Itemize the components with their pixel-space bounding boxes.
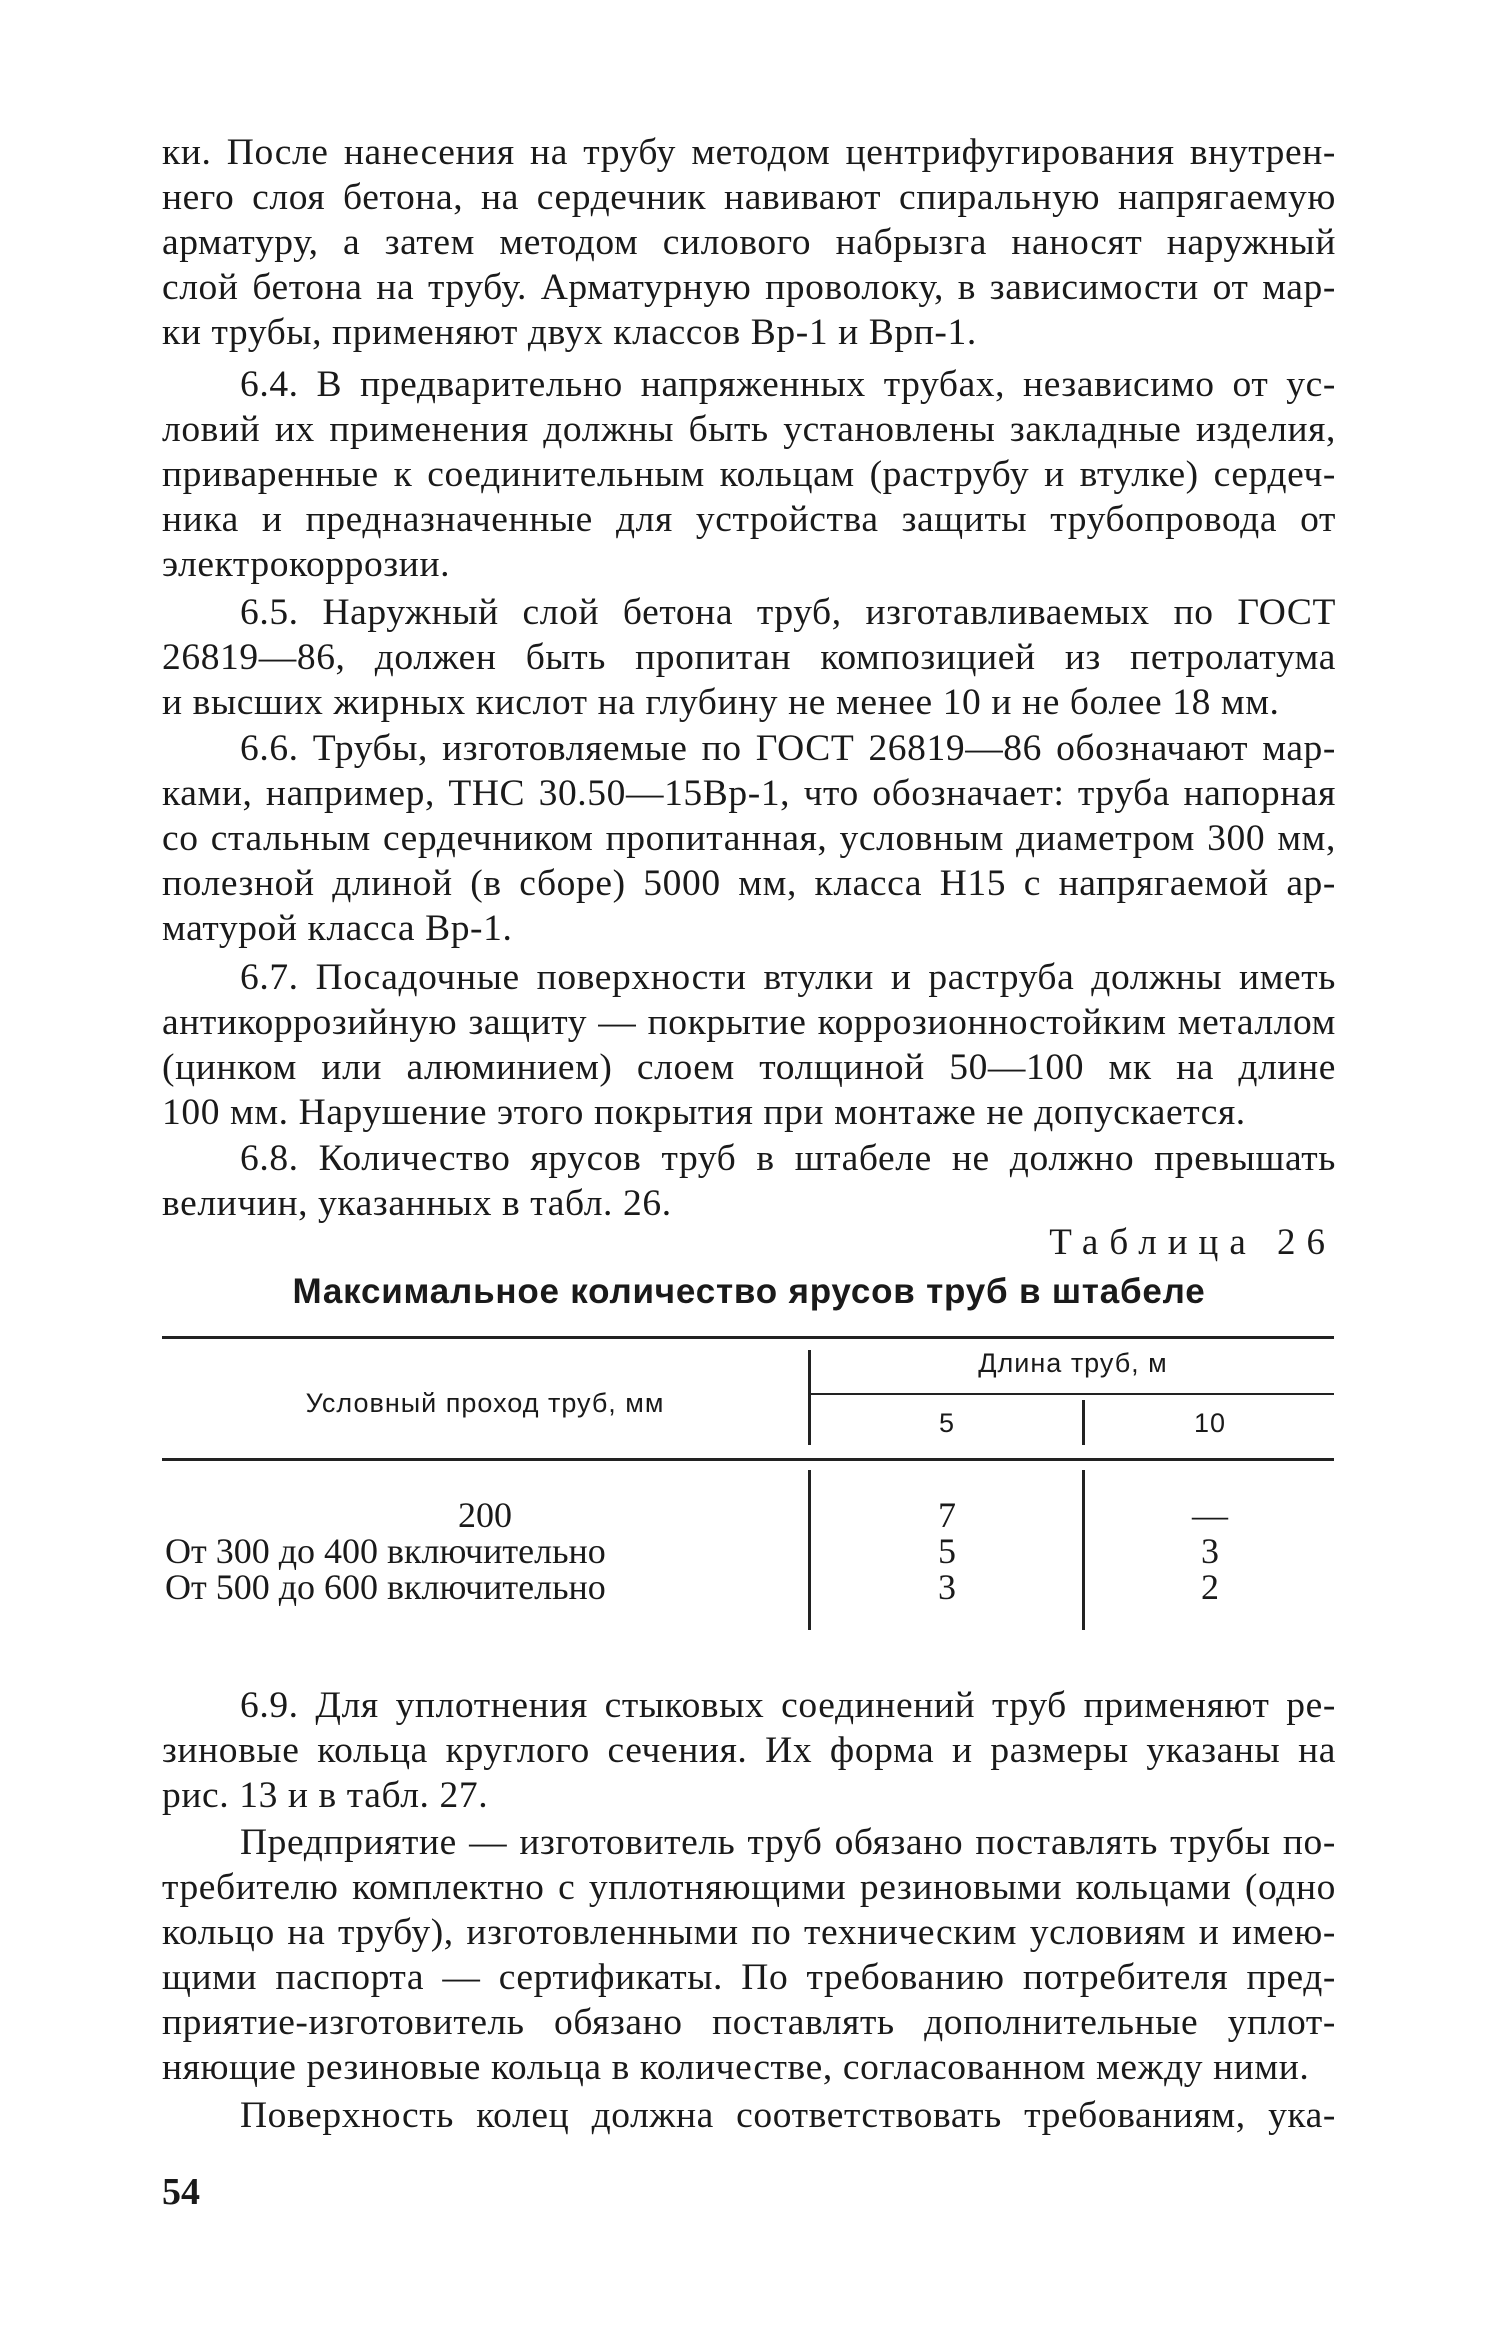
table-header-length-10: 10 <box>1193 1408 1227 1438</box>
table-header-pipe-length: Длина труб, м <box>978 1348 1168 1378</box>
table-header-length-5: 5 <box>938 1408 956 1438</box>
text-line: ловий их применения должны быть установлены закладные изделия, <box>162 409 1336 450</box>
table-header-rule <box>162 1458 1334 1461</box>
text-line: Поверхность колец должна соответствовать требованиям, ука- <box>240 2095 1336 2136</box>
text-line: 6.9. Для уплотнения стыковых соединений труб применяют ре- <box>240 1685 1336 1726</box>
text-line: приваренные к соединительным кольцам (раструбу и втулке) сердеч- <box>162 454 1336 495</box>
table-cell: 3 <box>938 1567 956 1607</box>
text-line: (цинком или алюминием) слоем толщиной 50—100 мк на длине <box>162 1047 1336 1088</box>
text-line: зиновые кольца круглого сечения. Их форма и размеры указаны на <box>162 1730 1336 1771</box>
text-line: требителю комплектно с уплотняющими резиновыми кольцами (одно <box>162 1867 1336 1908</box>
text-line: Предприятие — изготовитель труб обязано поставлять трубы по- <box>240 1822 1336 1863</box>
text-line: него слоя бетона, на сердечник навивают спиральную напрягаемую <box>162 177 1336 218</box>
text-line: 100 мм. Нарушение этого покрытия при монтаже не допускается. <box>162 1092 1246 1133</box>
text-line: 6.5. Наружный слой бетона труб, изготавливаемых по ГОСТ <box>240 592 1336 633</box>
text-line: ки. После нанесения на трубу методом центрифугирования внутрен- <box>162 132 1336 173</box>
text-line: слой бетона на трубу. Арматурную проволоку, в зависимости от мар- <box>162 267 1336 308</box>
text-line: со стальным сердечником пропитанная, условным диаметром 300 мм, <box>162 818 1336 859</box>
text-line: щими паспорта — сертификаты. По требованию потребителя пред- <box>162 1957 1336 1998</box>
text-line: няющие резиновые кольца в количестве, согласованном между ними. <box>162 2047 1310 2088</box>
text-line: электрокоррозии. <box>162 544 451 585</box>
text-line: 26819—86, должен быть пропитан композицией из петролатума <box>162 637 1336 678</box>
text-line: полезной длиной (в сборе) 5000 мм, класса Н15 с напрягаемой ар- <box>162 863 1336 904</box>
paragraph-6-5 <box>162 590 1336 725</box>
text-line: 6.7. Посадочные поверхности втулки и раструба должны иметь <box>240 957 1336 998</box>
text-line: 6.8. Количество ярусов труб в штабеле не должно превышать <box>240 1138 1336 1179</box>
page-number: 54 <box>162 2171 200 2213</box>
text-line: ки трубы, применяют двух классов Вр-1 и Врп-1. <box>162 312 977 353</box>
paragraph-6-4 <box>162 362 1336 587</box>
table-cell: — <box>1192 1495 1228 1535</box>
table-header-nominal-bore: Условный проход труб, мм <box>305 1388 665 1418</box>
paragraph-surface <box>162 2093 1336 2138</box>
table-number: Таблица 26 <box>1049 1222 1336 1263</box>
table-cell: 7 <box>938 1495 956 1535</box>
text-line: ками, например, ТНС 30.50—15Вр-1, что обозначает: труба напорная <box>162 773 1336 814</box>
table-cell: 2 <box>1201 1567 1219 1607</box>
paragraph-6-6 <box>162 726 1336 951</box>
text-line: ника и предназначенные для устройства защиты трубопровода от <box>162 499 1336 540</box>
table-divider <box>1082 1400 1085 1445</box>
text-line: матурой класса Вр-1. <box>162 908 513 949</box>
text-line: приятие-изготовитель обязано поставлять дополнительные уплот- <box>162 2002 1336 2043</box>
table-row-label: 200 <box>458 1495 512 1535</box>
paragraph-6-9 <box>162 1683 1336 1818</box>
table-subheader-rule <box>810 1393 1334 1395</box>
table-divider <box>808 1470 811 1630</box>
table-divider <box>808 1350 811 1445</box>
paragraph-6-8 <box>162 1136 1336 1226</box>
text-line: антикоррозийную защиту — покрытие коррозионностойким металлом <box>162 1002 1336 1043</box>
text-line: арматуру, а затем методом силового набрызга наносят наружный <box>162 222 1336 263</box>
table-cell: 5 <box>938 1531 956 1571</box>
text-line: величин, указанных в табл. 26. <box>162 1183 672 1224</box>
text-line: рис. 13 и в табл. 27. <box>162 1775 489 1816</box>
text-line: 6.4. В предварительно напряженных трубах, независимо от ус- <box>240 364 1336 405</box>
text-line: 6.6. Трубы, изготовляемые по ГОСТ 26819—86 обозначают мар- <box>240 728 1336 769</box>
paragraph-continuation <box>162 130 1336 355</box>
paragraph-supplier <box>162 1820 1336 2090</box>
text-line: и высших жирных кислот на глубину не менее 10 и не более 18 мм. <box>162 682 1280 723</box>
paragraph-6-7 <box>162 955 1336 1135</box>
text-line: кольцо на трубу), изготовленными по техническим условиям и имею- <box>162 1912 1336 1953</box>
table-cell: 3 <box>1201 1531 1219 1571</box>
table-divider <box>1082 1470 1085 1630</box>
table-row-label: От 500 до 600 включительно <box>165 1567 606 1607</box>
table-row-label: От 300 до 400 включительно <box>165 1531 606 1571</box>
table-title: Максимальное количество ярусов труб в штабеле <box>292 1272 1206 1311</box>
table-top-rule <box>162 1336 1334 1339</box>
